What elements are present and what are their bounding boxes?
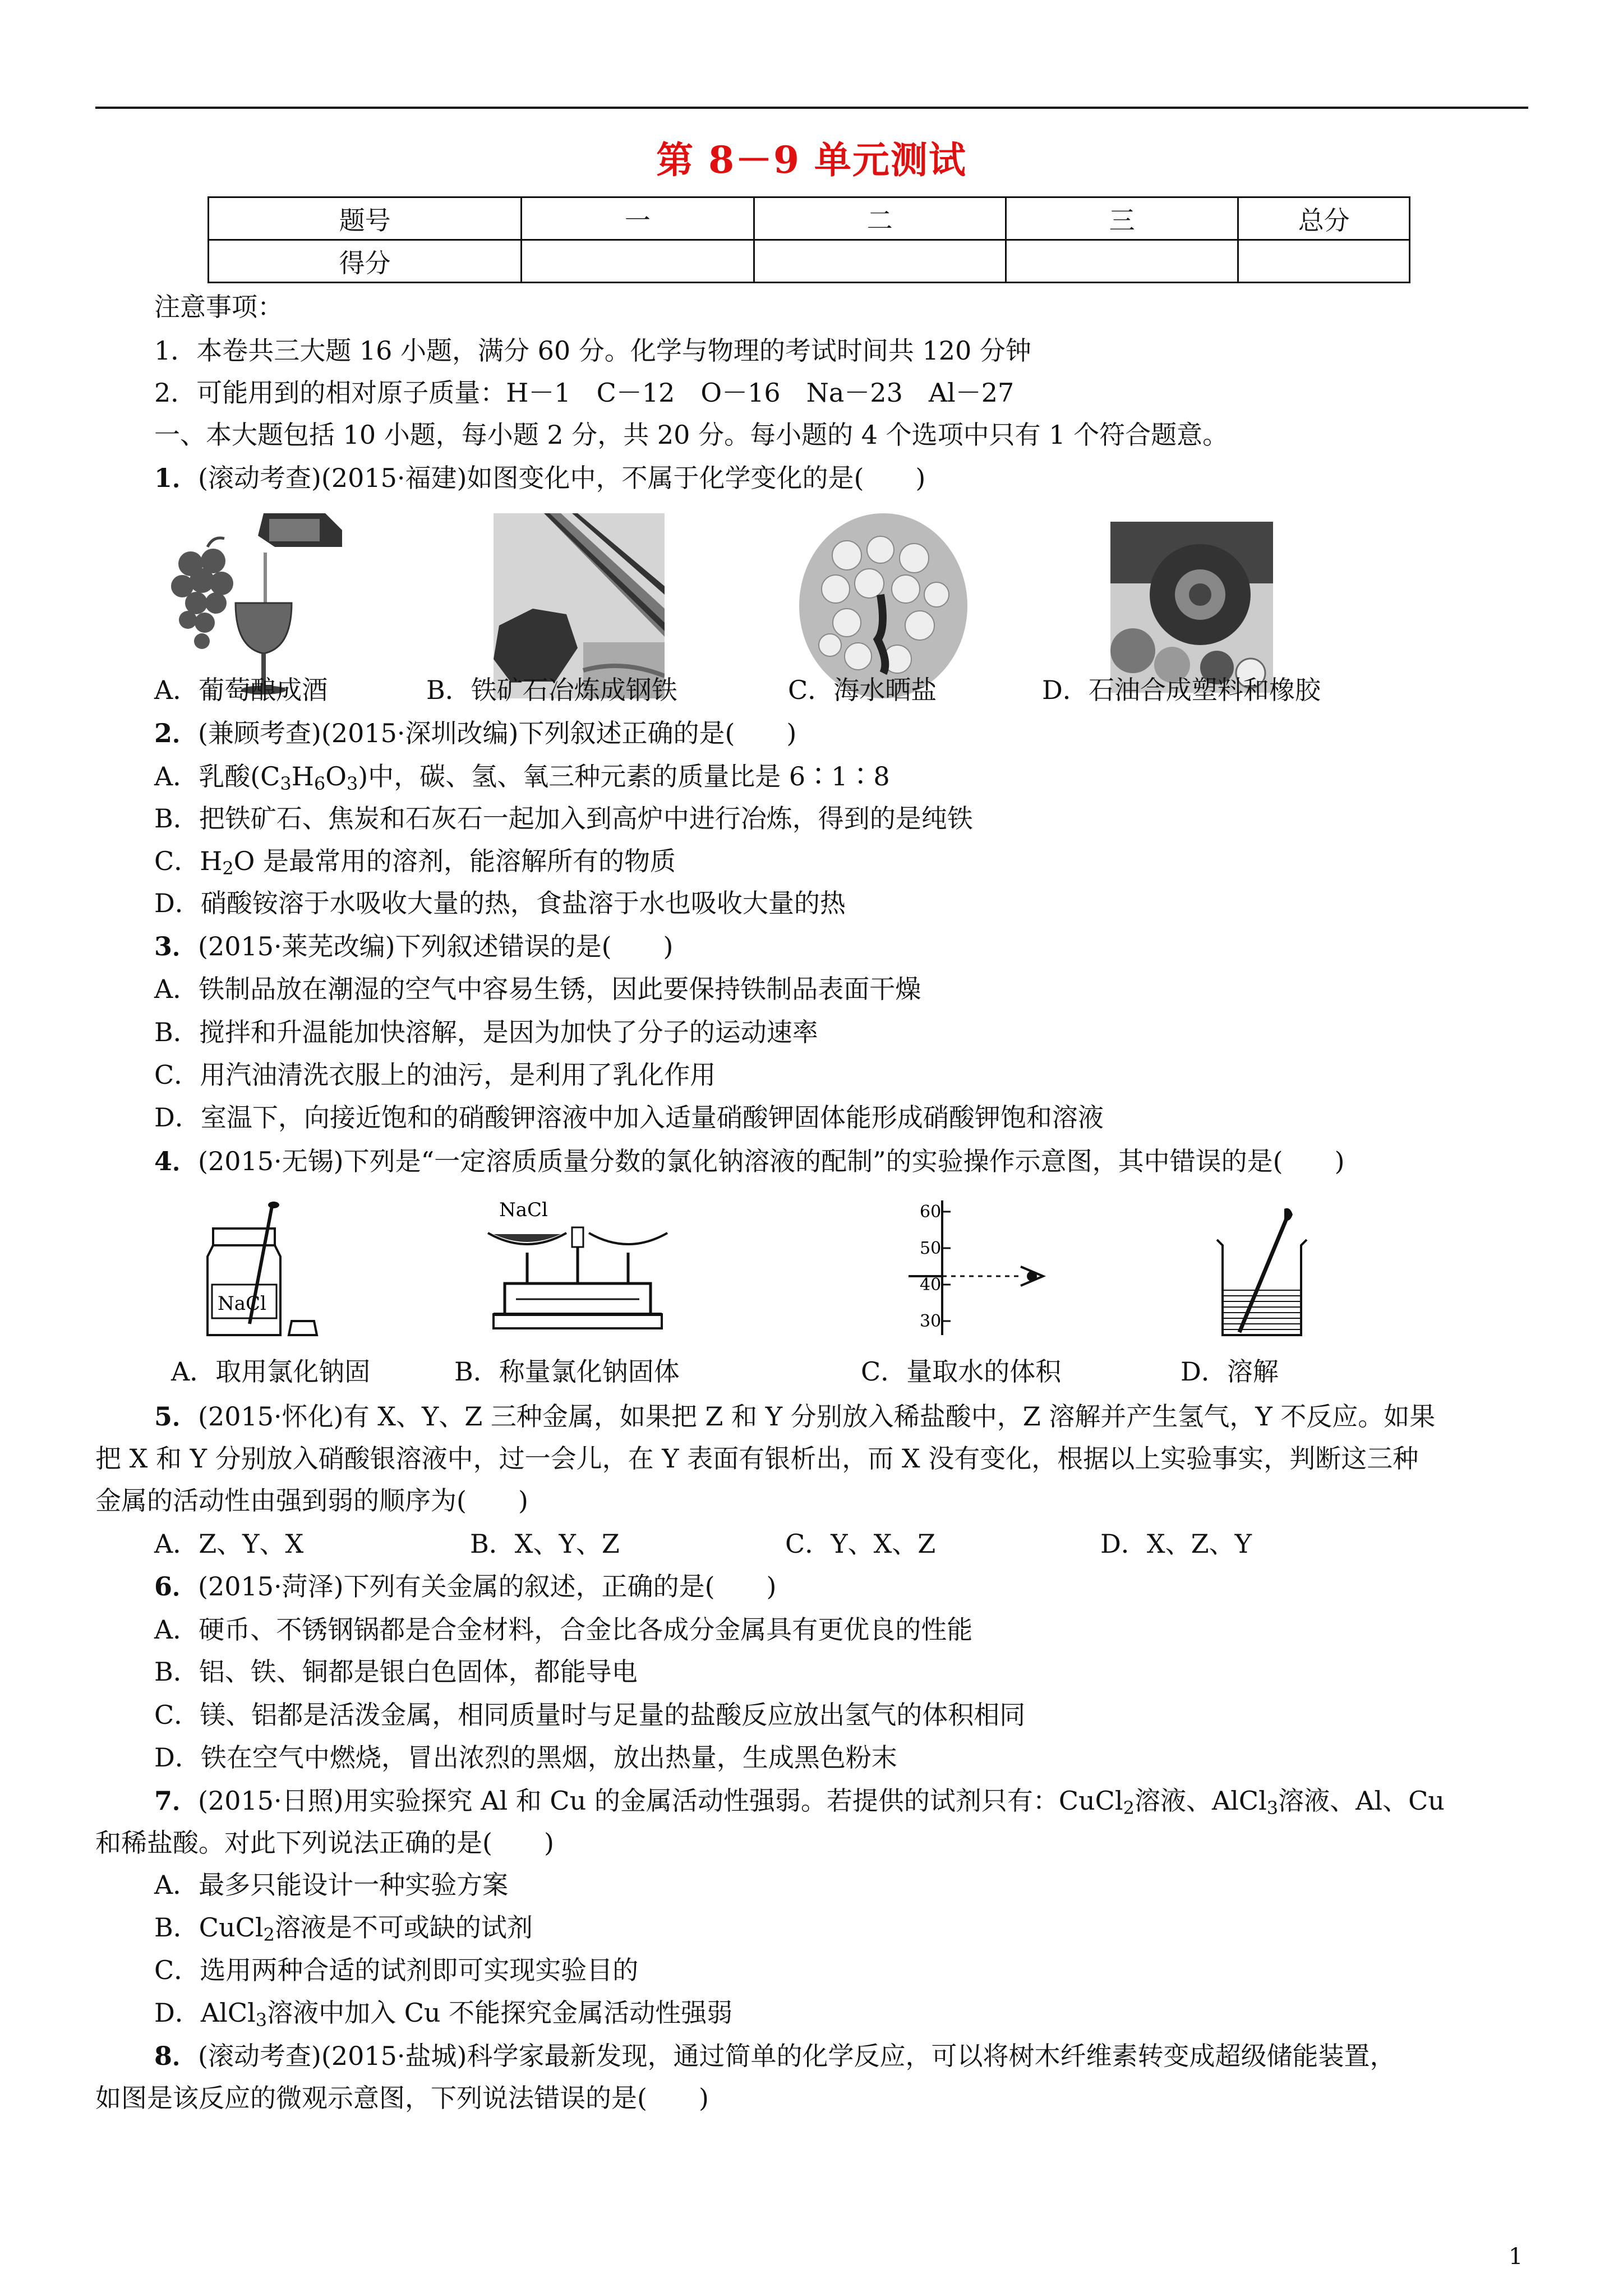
subscript: 3 [255,2009,268,2031]
q6-option-c: C．镁、铝都是活泼金属，相同质量时与足量的盐酸反应放出氢气的体积相同 [154,1700,1026,1730]
note-2: 2．可能用到的相对原子质量：H－1 C－12 O－16 Na－23 Al－27 [154,378,1015,408]
score-cell [522,240,754,283]
text: D．AlCl [154,1998,256,2028]
balance-scale-figure [477,1194,679,1345]
scale-label: NaCl [499,1199,548,1221]
q3-option-a: A．铁制品放在潮湿的空气中容易生锈，因此要保持铁制品表面干燥 [154,974,921,1004]
tires-plastics-image [1110,522,1273,693]
subscript: 3 [280,773,292,794]
question-text: (滚动考查)(2015·盐城)科学家最新发现，通过简单的化学反应，可以将树木纤维素转变成超级储能装置， [198,2041,1396,2071]
text: )中，碳、氢、氧三种元素的质量比是 6∶1∶8 [358,761,890,792]
q6-option-b: B．铝、铁、铜都是银白色固体，都能导电 [154,1657,638,1687]
graduated-cylinder-figure [909,1200,1060,1341]
question-number: 7． [154,1786,199,1816]
question-text: (兼顾考查)(2015·深圳改编)下列叙述正确的是( ) [198,718,797,748]
q1-option-c: C．海水晒盐 [788,675,937,705]
subscript: 2 [222,858,234,879]
q5-option-c: C．Y、X、Z [785,1529,936,1559]
question-number: 2． [154,718,199,748]
top-rule [95,107,1528,109]
note-1: 1．本卷共三大题 16 小题，满分 60 分。化学与物理的考试时间共 120 分钟 [154,335,1031,366]
q5-option-b: B．X、Y、Z [470,1529,620,1559]
question-8-line-1 [154,2039,1396,2073]
question-7-line-2: 和稀盐酸。对此下列说法正确的是( ) [95,1828,554,1858]
question-5-line-2: 把 X 和 Y 分别放入硝酸银溶液中，过一会儿，在 Y 表面有银析出，而 X 没有变化，根据以上实验事实，判断这三种 [95,1443,1419,1474]
text: 溶液中加入 Cu 不能探究金属活动性强弱 [267,1998,733,2028]
question-number: 5． [154,1401,199,1432]
question-4-stem [154,1144,1345,1178]
q4-option-b: B．称量氯化钠固体 [454,1356,680,1387]
question-number: 3． [154,931,199,961]
question-1-stem [154,461,925,495]
score-header-cell: 二 [754,197,1006,240]
score-table-row [209,240,1410,283]
score-cell [1006,240,1238,283]
section-1-heading: 一、本大题包括 10 小题，每小题 2 分，共 20 分。每小题的 4 个选项中只有 1 个符合题意。 [154,420,1229,450]
grapes-wine-image [157,513,353,698]
q7-option-b [154,1911,533,1944]
score-cell [1238,240,1410,283]
q1-option-b: B．铁矿石冶炼成钢铁 [426,675,677,705]
page-title: 第 8－9 单元测试 [656,138,967,182]
question-number: 6． [154,1571,199,1602]
iron-ore-railway-image [494,513,665,698]
score-row-label: 得分 [209,240,522,283]
q4-option-d: D．溶解 [1181,1356,1279,1387]
q3-option-c: C．用汽油清洗衣服上的油污，是利用了乳化作用 [154,1060,716,1090]
question-text: (2015·无锡)下列是“一定溶质质量分数的氯化钠溶液的配制”的实验操作示意图，其中错误的是( ) [198,1146,1345,1176]
question-number: 8． [154,2041,199,2071]
bottle-label: NaCl [218,1292,266,1315]
question-3-stem [154,930,674,963]
q3-option-b: B．搅拌和升温能加快溶解，是因为加快了分子的运动速率 [154,1017,818,1047]
subscript: 3 [346,773,358,794]
score-cell [754,240,1006,283]
question-8-line-2: 如图是该反应的微观示意图，下列说法错误的是( ) [95,2083,709,2113]
tick-label: 50 [920,1239,942,1258]
text: H [291,761,314,792]
score-header-cell: 总分 [1238,197,1410,240]
q6-option-a: A．硬币、不锈钢锅都是合金材料，合金比各成分金属具有更优良的性能 [154,1614,973,1645]
question-text: (2015·菏泽)下列有关金属的叙述，正确的是( ) [198,1571,777,1602]
beaker-stirring-figure [1206,1206,1318,1341]
page-number: 1 [1509,2244,1523,2270]
notes-heading: 注意事项： [154,292,283,322]
q1-option-a: A．葡萄酿成酒 [154,675,328,705]
subscript: 2 [263,1924,275,1945]
subscript: 2 [1123,1797,1135,1819]
q2-option-a [154,760,890,793]
text: (2015·日照)用实验探究 Al 和 Cu 的金属活动性强弱。若提供的试剂只有：CuCl [198,1786,1123,1816]
tick-label: 60 [920,1202,942,1222]
sea-salt-image [796,510,970,701]
q7-option-d [154,1996,732,2030]
q2-option-c [154,844,676,878]
question-2-stem [154,716,796,750]
text: A．乳酸(C [154,761,280,792]
tick-label: 40 [920,1275,942,1295]
q2-option-d: D．硝酸铵溶于水吸收大量的热，食盐溶于水也吸收大量的热 [154,888,846,918]
q4-option-a: A．取用氯化钠固 [171,1356,371,1387]
question-5-line-1 [154,1400,1435,1433]
text: C．H [154,846,223,876]
q7-option-c: C．选用两种合适的试剂即可实现实验目的 [154,1955,639,1985]
q2-option-b: B．把铁矿石、焦炭和石灰石一起加入到高炉中进行冶炼，得到的是纯铁 [154,803,973,834]
text: B．CuCl [154,1912,264,1943]
question-text: (滚动考查)(2015·福建)如图变化中，不属于化学变化的是( ) [198,463,926,493]
question-text: (2015·莱芜改编)下列叙述错误的是( ) [198,931,674,961]
score-header-cell: 三 [1006,197,1238,240]
q3-option-d: D．室温下，向接近饱和的硝酸钾溶液中加入适量硝酸钾固体能形成硝酸钾饱和溶液 [154,1102,1104,1133]
score-table-header-row [209,197,1410,240]
question-number: 4． [154,1146,199,1176]
q1-option-d: D．石油合成塑料和橡胶 [1042,675,1321,705]
q6-option-d: D．铁在空气中燃烧，冒出浓烈的黑烟，放出热量，生成黑色粉末 [154,1742,897,1773]
subscript: 6 [313,773,326,794]
text: 溶液、Al、Cu [1278,1786,1445,1816]
question-5-line-3: 金属的活动性由强到弱的顺序为( ) [95,1485,528,1516]
q7-option-a: A．最多只能设计一种实验方案 [154,1870,509,1900]
score-table [208,196,1410,283]
tick-label: 30 [920,1312,942,1331]
text: 溶液是不可或缺的试剂 [274,1912,533,1943]
text: O 是最常用的溶剂，能溶解所有的物质 [233,846,676,876]
question-text: (2015·怀化)有 X、Y、Z 三种金属，如果把 Z 和 Y 分别放入稀盐酸中，Z 溶解并产生氢气，Y 不反应。如果 [198,1401,1436,1432]
question-7-line-1 [154,1784,1445,1818]
q4-option-c: C．量取水的体积 [861,1356,1062,1387]
q5-option-a: A．Z、Y、X [154,1529,304,1559]
question-6-stem [154,1570,777,1603]
q5-option-d: D．X、Z、Y [1100,1529,1252,1559]
text: O [325,761,347,792]
subscript: 3 [1266,1797,1279,1819]
reagent-bottle-figure [202,1200,331,1341]
score-header-cell: 一 [522,197,754,240]
question-number: 1． [154,463,199,493]
score-header-cell: 题号 [209,197,522,240]
text: 溶液、AlCl [1134,1786,1267,1816]
